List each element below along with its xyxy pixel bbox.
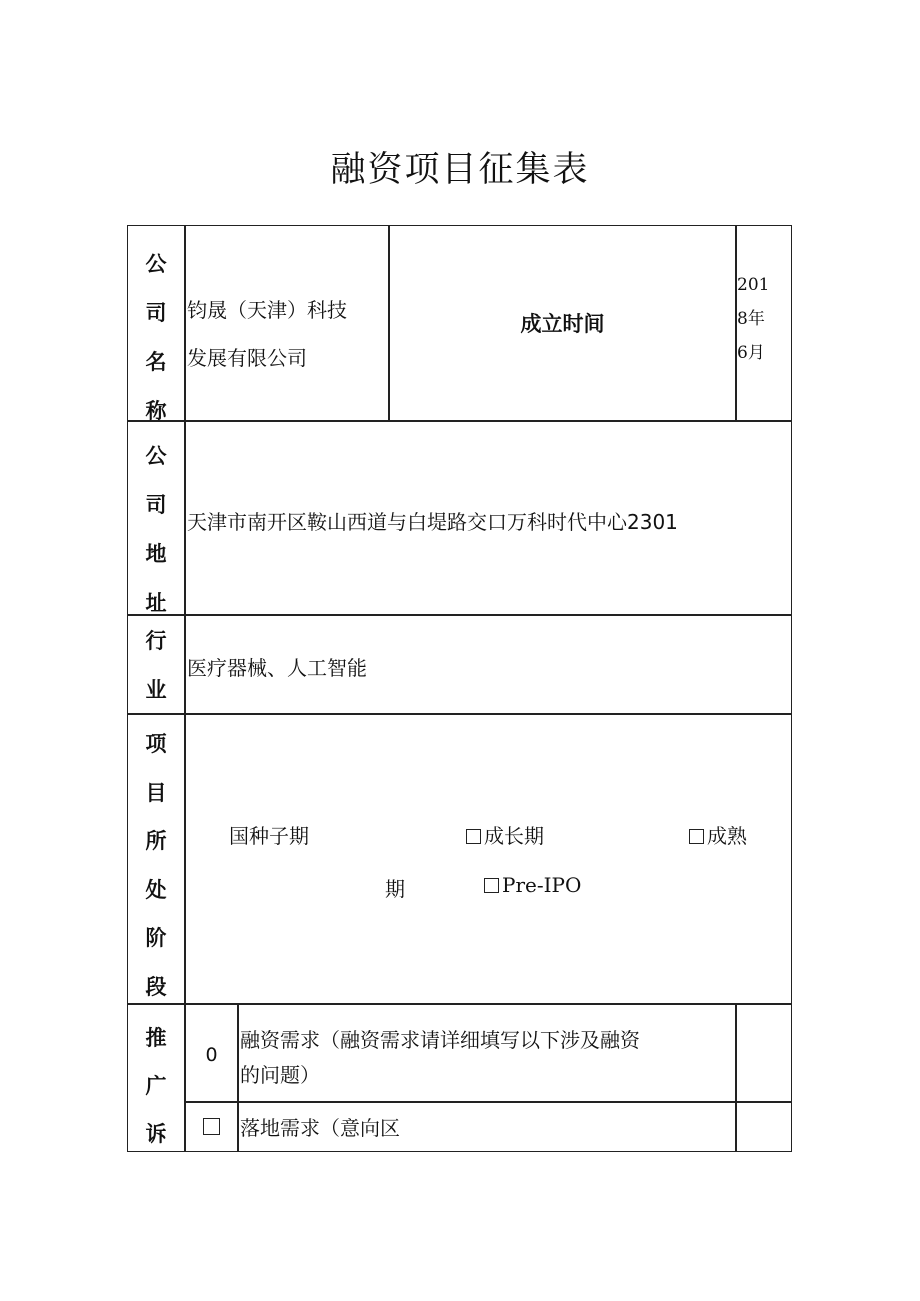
company-address-label: 公 司 地 址 [145,444,167,615]
row-divider [128,420,791,422]
checkbox-icon [689,829,704,844]
company-name-label: 公 司 名 称 [145,252,167,423]
company-address-value: 天津市南开区鞍山西道与白堤路交口万科时代中心2301 [187,510,678,534]
page-title: 融资项目征集表 [330,150,590,190]
founded-time-label: 成立时间 [520,312,605,336]
financing-checkbox-mark[interactable]: 0 [205,1044,218,1066]
promotion-label: 推 广 诉 [145,1026,167,1146]
industry-value: 医疗器械、人工智能 [187,656,367,680]
column-divider [237,1003,239,1151]
company-name-value: 钧晟（天津）科技 发展有限公司 [187,298,347,370]
row-divider [184,1101,791,1103]
checkbox-icon [203,1118,220,1135]
stage-seed-option[interactable]: 国种子期 [229,824,309,848]
checkbox-icon [466,829,481,844]
financing-need-text: 融资需求（融资需求请详细填写以下涉及融资 的问题） [240,1028,640,1087]
stage-growth-option[interactable]: 成长期 [466,820,544,849]
row-divider [128,713,791,715]
stage-preipo-option[interactable]: Pre-IPO [484,873,581,897]
stage-mature-option[interactable]: 成熟 [689,820,747,849]
stage-label: 项 目 所 处 阶 段 [145,732,167,999]
landing-need-text: 落地需求（意向区 [240,1116,400,1140]
column-divider [735,1003,737,1151]
stage-mature-continuation: 期 [385,877,405,901]
landing-checkbox[interactable] [203,1118,223,1138]
industry-label: 行 业 [145,629,167,702]
checkbox-icon [484,878,499,893]
founded-time-value: 201 8年 6月 [737,275,770,363]
row-divider [128,614,791,616]
row-divider [128,1003,791,1005]
column-divider [184,226,186,1151]
form-table [127,225,792,1152]
